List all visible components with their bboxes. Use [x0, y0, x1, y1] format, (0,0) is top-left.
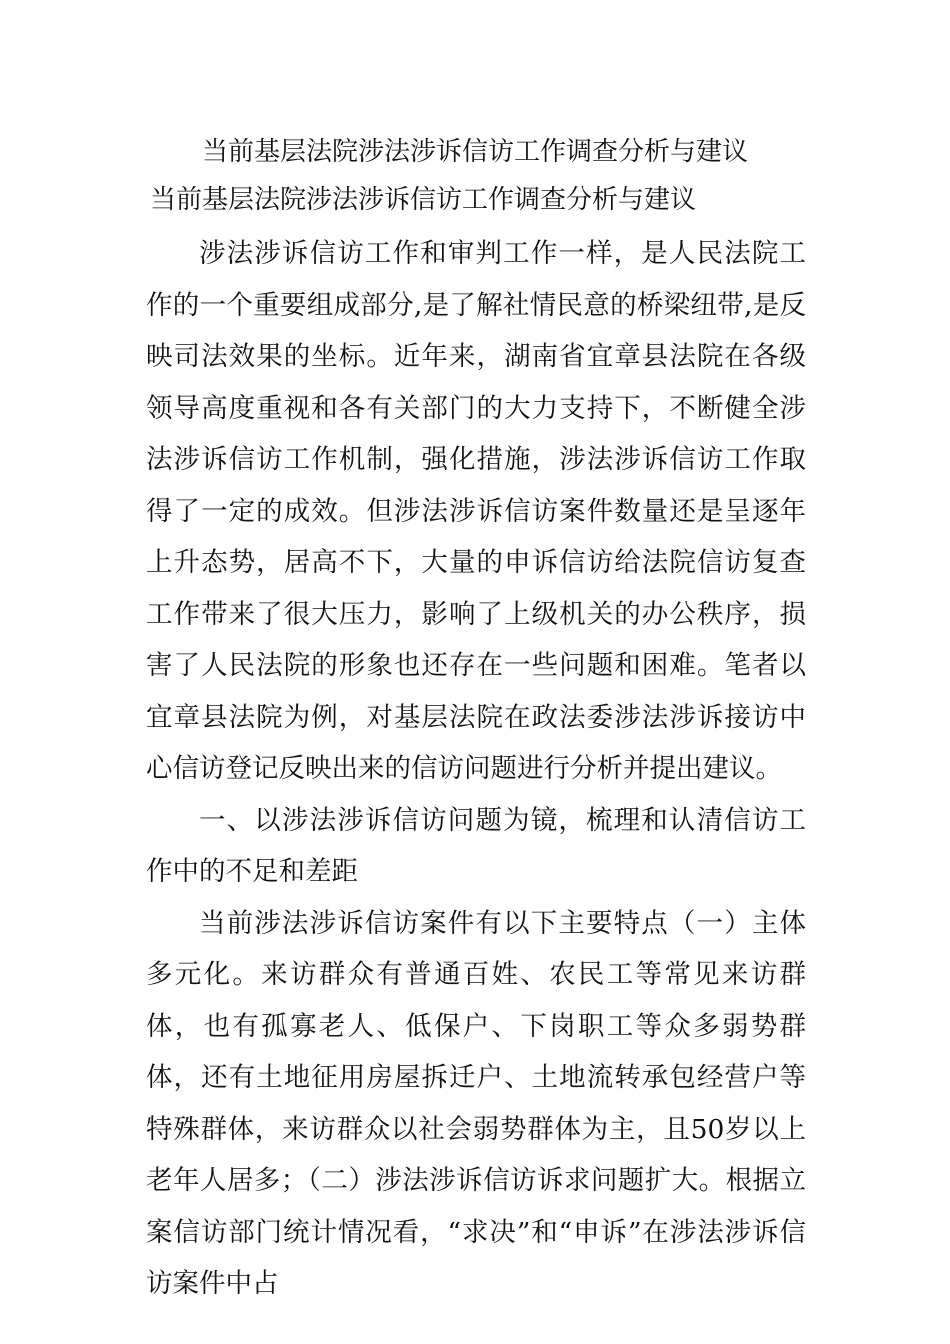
section-heading-1: 一、以涉法涉诉信访问题为镜，梳理和认清信访工作中的不足和差距 [146, 804, 806, 887]
document-title: 当前基层法院涉法涉诉信访工作调查分析与建议 [201, 137, 748, 167]
document-body [146, 228, 806, 1310]
paragraph-features: 当前涉法涉诉信访案件有以下主要特点（一）主体多元化。来访群众有普通百姓、农民工等常见来访群体，也有孤寡老人、低保户、下岗职工等众多弱势群体，还有土地征用房屋拆迁户、土地流转承包经营户等特殊群体，来访群众以社会弱势群体为主，且50岁以上老年人居多；（二）涉法涉诉信访诉求问题扩大。根据立案信访部门统计情况看，“求决”和“申诉”在涉法涉诉信访案件中占 [146, 907, 806, 1299]
document-subtitle: 当前基层法院涉法涉诉信访工作调查分析与建议 [150, 185, 697, 215]
paragraph-intro: 涉法涉诉信访工作和审判工作一样，是人民法院工作的一个重要组成部分,是了解社情民意的桥梁纽带,是反映司法效果的坐标。近年来，湖南省宜章县法院在各级领导高度重视和各有关部门的大力支持下，不断健全涉法涉诉信访工作机制，强化措施，涉法涉诉信访工作取得了一定的成效。但涉法涉诉信访案件数量还是呈逐年上升态势，居高不下，大量的申诉信访给法院信访复查工作带来了很大压力，影响了上级机关的办公秩序，损害了人民法院的形象也还存在一些问题和困难。笔者以宜章县法院为例，对基层法院在政法委涉法涉诉接访中心信访登记反映出来的信访问题进行分析并提出建议。 [146, 238, 806, 784]
